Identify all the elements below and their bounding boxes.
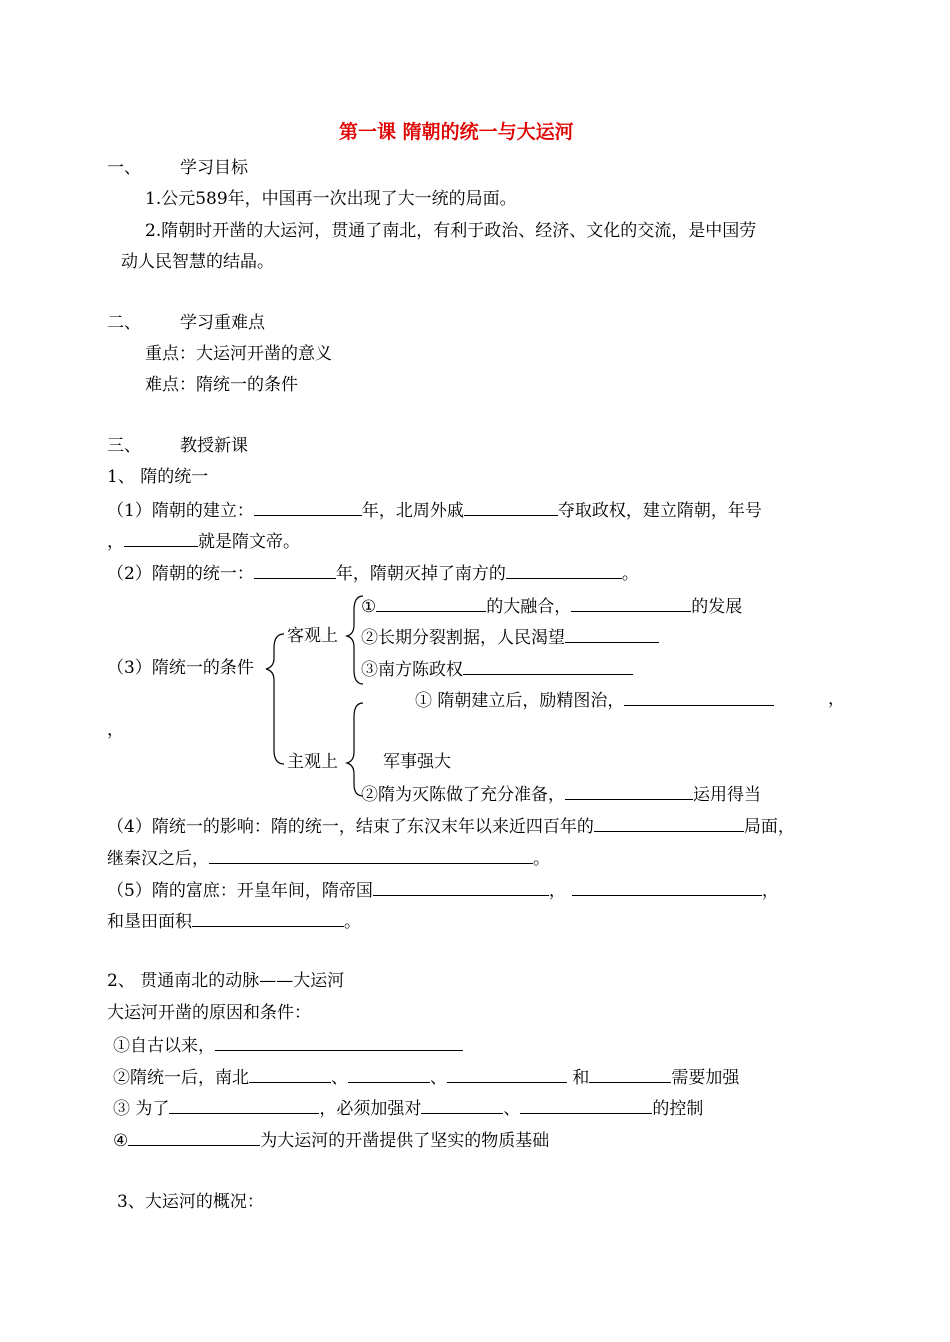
fill-blank[interactable] — [348, 1066, 430, 1083]
difficult-point: 难点：隋统一的条件 — [145, 375, 298, 395]
subheading: 大运河开凿的原因和条件： — [107, 1003, 311, 1023]
part-title: 2、 贯通南北的动脉——大运河 — [107, 971, 345, 991]
fill-blank[interactable] — [463, 658, 633, 675]
section-number: 一、 — [107, 158, 141, 178]
fill-blank[interactable] — [215, 1034, 463, 1051]
question-line: ， 就是隋文帝。 — [107, 532, 300, 552]
fill-blank[interactable] — [565, 626, 659, 643]
question-line: （4）隋统一的影响：隋的统一，结束了东汉末年以来近四百年的 局面， — [107, 817, 795, 837]
fill-blank[interactable] — [376, 595, 486, 612]
question-line: （2）隋朝的统一： 年，隋朝灭掉了南方的 。 — [107, 564, 639, 584]
question-line: 和垦田面积 。 — [107, 912, 361, 932]
punctuation: ， — [828, 689, 845, 709]
fill-blank[interactable] — [565, 783, 693, 800]
subjective-item: ②隋为灭陈做了充分准备， 运用得当 — [361, 785, 761, 805]
subjective-item: 军事强大 — [383, 752, 451, 772]
question-line: 继秦汉之后， 。 — [107, 849, 550, 869]
part-title: 1、 隋的统一 — [107, 467, 209, 487]
fill-blank[interactable] — [447, 1066, 567, 1083]
subjective-label: 主观上 — [287, 752, 338, 772]
section-title: 学习目标 — [180, 158, 248, 178]
fill-blank[interactable] — [209, 847, 533, 864]
page-title: 第一课 隋朝的统一与大运河 — [339, 121, 574, 143]
subjective-item: ① 隋朝建立后，励精图治， — [415, 689, 774, 711]
fill-blank[interactable] — [421, 1097, 503, 1114]
section-title: 教授新课 — [180, 436, 248, 456]
fill-blank[interactable] — [571, 595, 691, 612]
fill-blank[interactable] — [249, 1066, 331, 1083]
goal-line: 1.公元589年，中国再一次出现了大一统的局面。 — [145, 189, 517, 209]
goal-line: 2.隋朝时开凿的大运河，贯通了南北，有利于政治、经济、文化的交流，是中国劳 — [145, 221, 757, 241]
cause-item: ②隋统一后，南北 、 、 和 需要加强 — [113, 1068, 740, 1088]
cause-item: ③ 为了 ，必须加强对 、 的控制 — [113, 1099, 704, 1119]
fill-blank[interactable] — [572, 879, 762, 896]
objective-item: ① 的大融合， 的发展 — [361, 597, 743, 617]
goal-line: 动人民智慧的结晶。 — [121, 252, 274, 272]
cause-item: ①自古以来， — [113, 1034, 463, 1056]
key-point: 重点：大运河开凿的意义 — [145, 344, 332, 364]
section-number: 三、 — [107, 436, 141, 456]
condition-label: （3）隋统一的条件 — [107, 658, 254, 678]
fill-blank[interactable] — [128, 1129, 260, 1146]
fill-blank[interactable] — [169, 1097, 319, 1114]
fill-blank[interactable] — [520, 1097, 652, 1114]
objective-item: ③南方陈政权 — [361, 658, 633, 680]
fill-blank[interactable] — [373, 879, 549, 896]
question-line: （1）隋朝的建立： 年，北周外戚 夺取政权，建立隋朝，年号 — [107, 501, 762, 521]
objective-item: ②长期分裂割据，人民渴望 — [361, 626, 659, 648]
section-number: 二、 — [107, 313, 141, 333]
section-title: 学习重难点 — [180, 313, 265, 333]
fill-blank[interactable] — [594, 815, 744, 832]
fill-blank[interactable] — [589, 1066, 671, 1083]
objective-label: 客观上 — [287, 626, 338, 646]
fill-blank[interactable] — [624, 689, 774, 706]
punctuation: ， — [107, 720, 124, 740]
cause-item: ④ 为大运河的开凿提供了坚实的物质基础 — [113, 1131, 550, 1151]
part-title: 3、大运河的概况： — [117, 1192, 264, 1212]
fill-blank[interactable] — [192, 910, 344, 927]
question-line: （5）隋的富庶：开皇年间，隋帝国 ， ， — [107, 881, 779, 901]
